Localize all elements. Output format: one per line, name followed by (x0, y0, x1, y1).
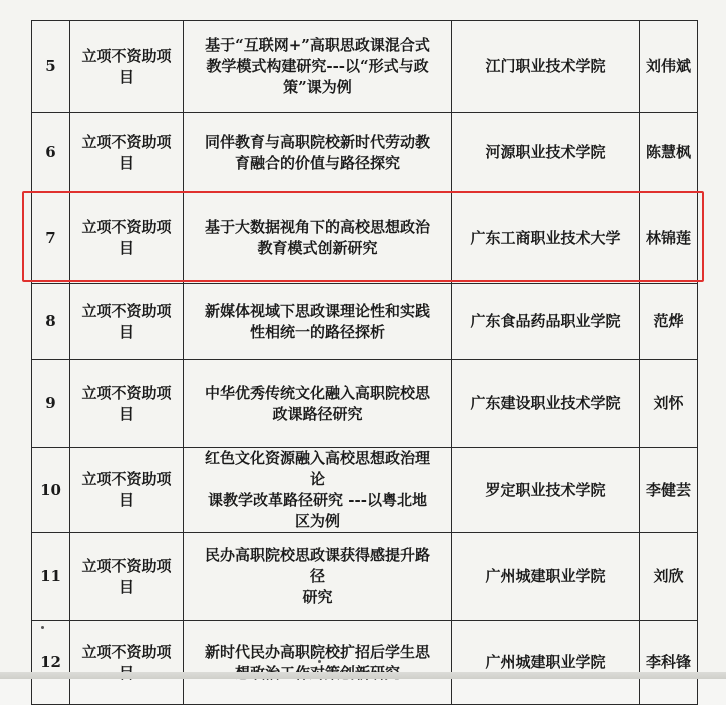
row-number (32, 193, 70, 284)
school-name-text: 罗定职业技术学院 (485, 480, 606, 499)
table-row (32, 284, 698, 360)
row-number-text: 7 (45, 228, 56, 247)
project-title (184, 360, 452, 448)
scan-speck (318, 660, 321, 663)
project-status-line: 立项不资助项 (81, 642, 172, 661)
row-number (32, 360, 70, 448)
project-status-line: 立项不资助项 (81, 556, 172, 575)
school-name (452, 621, 640, 705)
project-leader-text: 范烨 (653, 312, 684, 330)
project-title (184, 284, 452, 360)
project-status (70, 448, 184, 533)
table-row (32, 621, 698, 705)
school-name-text: 河源职业技术学院 (485, 143, 606, 161)
project-title (184, 193, 452, 284)
school-name (452, 360, 640, 448)
project-title-line: 政课路径研究 (272, 404, 363, 423)
project-title-line: 性相统一的路径探析 (249, 322, 385, 341)
project-status-line: 立项不资助项 (81, 470, 172, 488)
school-name (452, 113, 640, 193)
project-status-line: 目 (118, 153, 134, 172)
project-list-table (31, 20, 698, 705)
project-title (184, 113, 452, 193)
project-leader-text: 李科锋 (646, 653, 692, 671)
school-name-text: 广州城建职业学院 (485, 567, 606, 585)
project-title-line: 中华优秀传统文化融入高职院校思 (204, 383, 430, 402)
project-title-line: 教育模式创新研究 (257, 239, 378, 257)
project-leader-text: 刘伟斌 (646, 57, 692, 75)
scan-speck (41, 626, 44, 629)
row-number-text: 5 (45, 57, 56, 75)
project-title-line: 民办高职院校思政课获得感提升路 (204, 546, 430, 564)
project-status-line: 立项不资助项 (81, 218, 172, 236)
school-name-text: 广东工商职业技术大学 (470, 228, 621, 247)
project-title (184, 21, 452, 113)
project-status (70, 360, 184, 448)
project-leader (640, 621, 698, 705)
project-title-line: 区为例 (294, 512, 340, 530)
project-title-line: 新媒体视域下思政课理论性和实践 (204, 301, 430, 320)
project-status-line: 目 (118, 491, 134, 509)
project-status-line: 立项不资助项 (81, 301, 172, 320)
project-status (70, 621, 184, 705)
row-number (32, 533, 70, 621)
school-name (452, 193, 640, 284)
project-title-line: 径 (309, 567, 325, 585)
project-status-line: 目 (118, 67, 134, 86)
school-name-text: 广东食品药品职业学院 (470, 312, 621, 330)
project-status-line: 目 (118, 404, 134, 423)
school-name (452, 448, 640, 533)
row-number (32, 21, 70, 113)
school-name (452, 284, 640, 360)
project-leader (640, 113, 698, 193)
table-row (32, 360, 698, 448)
row-number-text: 8 (45, 312, 56, 330)
project-status (70, 21, 184, 113)
school-name (452, 21, 640, 113)
project-title-line: 课教学改革路径研究 ---以粤北地 (208, 491, 427, 509)
project-status-line: 立项不资助项 (81, 383, 172, 402)
school-name-text: 江门职业技术学院 (485, 57, 606, 75)
project-leader-text: 林锦莲 (646, 228, 692, 247)
project-status (70, 284, 184, 360)
table-row (32, 448, 698, 533)
table-body (32, 21, 698, 705)
row-number-text: 10 (40, 480, 61, 499)
project-leader-text: 刘怀 (653, 394, 684, 412)
project-leader (640, 21, 698, 113)
project-title-line: 同伴教育与高职院校新时代劳动教 (204, 132, 430, 151)
project-leader (640, 360, 698, 448)
row-number-text: 9 (45, 394, 56, 412)
project-title-line: 策”课为例 (283, 78, 352, 96)
project-status-line: 立项不资助项 (81, 132, 172, 151)
row-number-text: 12 (40, 653, 61, 671)
project-leader-text: 陈慧枫 (646, 143, 692, 161)
table-row (32, 21, 698, 113)
row-number-text: 11 (40, 567, 61, 585)
project-leader (640, 193, 698, 284)
table-row (32, 113, 698, 193)
school-name (452, 533, 640, 621)
row-number-text: 6 (45, 143, 56, 161)
table-row (32, 193, 698, 284)
page-bottom-edge (0, 672, 726, 679)
project-leader-text: 李健芸 (646, 480, 692, 499)
table-row (32, 533, 698, 621)
project-title-line: 红色文化资源融入高校思想政治理 (204, 449, 430, 467)
project-leader (640, 284, 698, 360)
project-status-line: 立项不资助项 (81, 46, 172, 65)
project-title-line: 育融合的价值与路径探究 (234, 153, 400, 172)
project-title-line: 教学模式构建研究---以“形式与政 (206, 57, 429, 75)
project-title-line: 论 (309, 470, 325, 488)
school-name-text: 广州城建职业学院 (485, 653, 606, 671)
project-status-line: 目 (118, 322, 134, 341)
project-leader (640, 448, 698, 533)
project-status-line: 目 (118, 577, 134, 596)
row-number (32, 284, 70, 360)
project-title (184, 448, 452, 533)
project-title-line: 研究 (302, 588, 333, 606)
project-status (70, 113, 184, 193)
project-leader-text: 刘欣 (653, 567, 684, 585)
school-name-text: 广东建设职业技术学院 (470, 394, 621, 412)
project-title-line: 基于“互联网+”高职思政课混合式 (205, 36, 430, 54)
project-title-line: 基于大数据视角下的高校思想政治 (204, 218, 430, 236)
row-number (32, 621, 70, 705)
row-number (32, 113, 70, 193)
project-title-line: 新时代民办高职院校扩招后学生思 (204, 642, 430, 661)
row-number (32, 448, 70, 533)
project-title (184, 533, 452, 621)
project-status (70, 533, 184, 621)
project-status-line: 目 (118, 239, 134, 257)
project-status (70, 193, 184, 284)
project-leader (640, 533, 698, 621)
